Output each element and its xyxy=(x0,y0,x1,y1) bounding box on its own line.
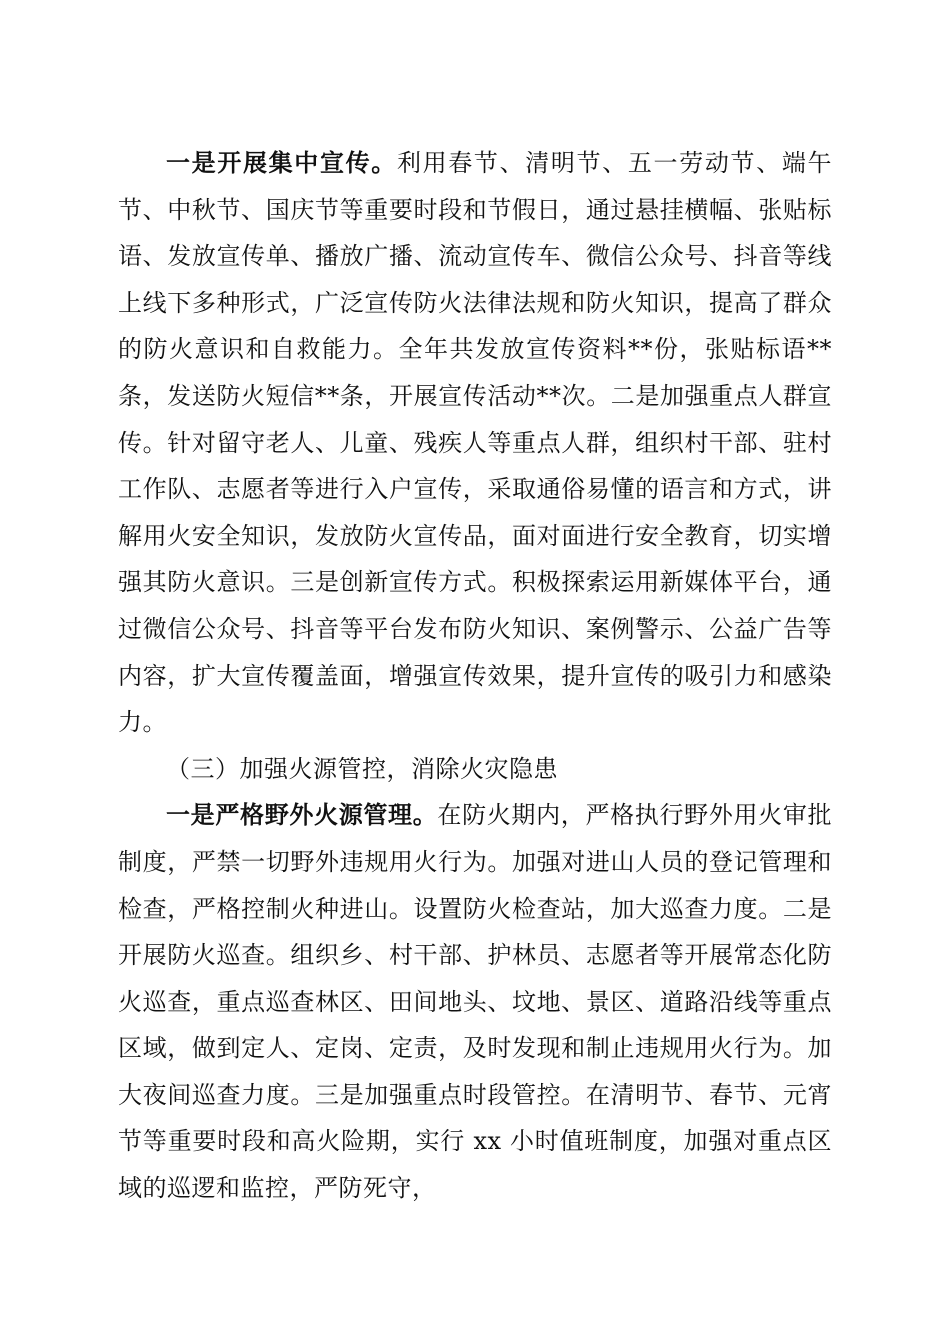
paragraph-lead: 一是开展集中宣传。 xyxy=(166,148,397,177)
document-body xyxy=(118,140,832,1212)
paragraph-publicity xyxy=(118,140,832,746)
paragraph-lead: 一是严格野外火源管理。 xyxy=(166,800,438,830)
section-heading: （三）加强火源管控，消除火灾隐患 xyxy=(166,754,558,783)
paragraph-text: 利用春节、清明节、五一劳动节、端午节、中秋节、国庆节等重要时段和节假日，通过悬挂横幅、张贴标语、发放宣传单、播放广播、流动宣传车、微信公众号、抖音等线上线下多种形式，广泛宣传防火法律法规和防火知识，提高了群众的防火意识和自救能力。全年共发放宣传资料**份，张贴标语**条，发送防火短信**条，开展宣传活动**次。二是加强重点人群宣传。针对留守老人、儿童、残疾人等重点人群，组织村干部、驻村工作队、志愿者等进行入户宣传，采取通俗易懂的语言和方式，讲解用火安全知识，发放防火宣传品，面对面进行安全教育，切实增强其防火意识。三是创新宣传方式。积极探索运用新媒体平台，通过微信公众号、抖音等平台发布防火知识、案例警示、公益广告等内容，扩大宣传覆盖面，增强宣传效果，提升宣传的吸引力和感染力。 xyxy=(118,149,833,737)
paragraph-fire-control xyxy=(118,792,832,1211)
paragraph-text: 在防火期内，严格执行野外用火审批制度，严禁一切野外违规用火行为。加强对进山人员的登记管理和检查，严格控制火种进山。设置防火检查站，加大巡查力度。二是开展防火巡查。组织乡、村干部、护林员、志愿者等开展常态化防火巡查，重点巡查林区、田间地头、坟地、景区、道路沿线等重点区域，做到定人、定岗、定责，及时发现和制止违规用火行为。加大夜间巡查力度。三是加强重点时段管控。在清明节、春节、元宵节等重要时段和高火险期，实行 xx 小时值班制度，加强对重点区域的巡逻和监控，严防死守， xyxy=(118,801,833,1203)
